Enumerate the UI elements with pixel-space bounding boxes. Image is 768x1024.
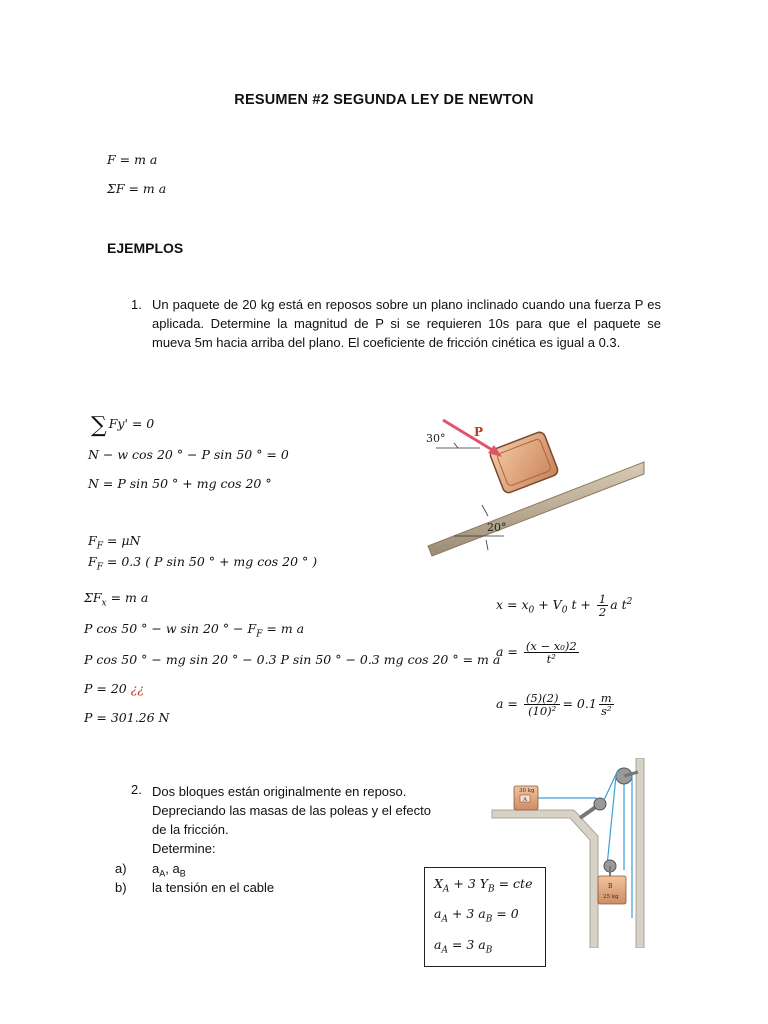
block-a bbox=[514, 786, 538, 810]
right-wall bbox=[636, 758, 644, 948]
inclined-plane-figure bbox=[418, 410, 650, 560]
problem-2-line-2: Depreciando las masas de las poleas y el efecto bbox=[152, 803, 431, 818]
eq-p-result: P = 301.26 N bbox=[84, 710, 170, 725]
crate bbox=[489, 431, 560, 495]
eq-normal-2: N = P sin 50 ° + mg cos 20 ° bbox=[88, 476, 272, 491]
eq-kinematics-a-value: a = $\frac{(5)(2)}{\text{(10)²}}$ = 0.1 $\frac{m}{\text{s²}}$ bbox=[496, 692, 612, 718]
block-a-mass-label: 30 kg bbox=[519, 788, 535, 794]
block-b-label: B bbox=[608, 883, 613, 890]
formula-sum-forces: ΣF = m a bbox=[107, 181, 167, 196]
section-heading: EJEMPLOS bbox=[107, 240, 184, 256]
problem-2-line-3: de la fricción. bbox=[152, 822, 229, 837]
problem-2-item-b-marker: b) bbox=[115, 880, 127, 895]
problem-2-line-4: Determine: bbox=[152, 841, 216, 856]
box-eq-2: $a_A + 3$ $a_B = 0$ bbox=[434, 906, 519, 925]
eq-p-3: P = 20 ¿¿ bbox=[84, 681, 145, 696]
angle-30-label: 30° bbox=[426, 432, 446, 445]
eq-kinematics-x: $x = x_0 + V_0$ t + $\frac{1}{2}$ a $t^2$ bbox=[496, 592, 633, 619]
problem-2-number: 2. bbox=[131, 782, 142, 797]
force-p-label: P bbox=[474, 425, 484, 439]
force-p-line bbox=[443, 420, 494, 451]
eq-normal-1: N − w cos 20 ° − P sin 50 ° = 0 bbox=[88, 447, 289, 462]
block-b-mass-label: 25 kg bbox=[603, 894, 619, 900]
page-title: RESUMEN #2 SEGUNDA LEY DE NEWTON bbox=[234, 92, 534, 108]
angle-20-label: 20° bbox=[487, 521, 507, 534]
box-eq-1: $X_A + 3$ $Y_B$ = cte bbox=[434, 876, 533, 895]
eq-friction-2: $F_F = 0.3$ ( P sin 50 ° + mg cos 20 ° ) bbox=[88, 554, 318, 573]
eq-sum-fy: ∑ Fy' = 0 bbox=[91, 413, 155, 438]
problem-2-item-a-marker: a) bbox=[115, 861, 127, 876]
block-a-label: A bbox=[523, 797, 527, 803]
problem-2-item-a: $a_A$, $a_B$ bbox=[152, 861, 186, 879]
box-eq-3: $a_A = 3$ $a_B$ bbox=[434, 937, 493, 956]
eq-friction-1: $F_F = \mu N$ bbox=[88, 533, 141, 552]
problem-2-line-1: Dos bloques están originalmente en reposo. bbox=[152, 784, 407, 799]
formula-newton: F = m a bbox=[107, 152, 158, 167]
problem-1-number: 1. bbox=[131, 297, 142, 312]
block-b bbox=[598, 876, 626, 904]
eq-p-2: P cos 50 ° − mg sin 20 ° − 0.3 P sin 50 ° − 0.3 mg cos 20 ° = m a bbox=[84, 652, 501, 667]
angle-arc-30 bbox=[454, 443, 458, 448]
problem-1-text: Un paquete de 20 kg está en reposos sobre un plano inclinado cuando una fuerza P es aplicada. Determine la magnitud de P si se requieren 10s para que el paquete se mueva 5m hacia arriba del plano. El coeficiente de fricción cinética es igual a 0.3. bbox=[152, 297, 661, 350]
eq-p-1: P cos 50 ° − w sin 20 ° − $F_F = m$ a bbox=[84, 621, 305, 640]
problem-2-item-b: la tensión en el cable bbox=[152, 880, 275, 895]
eq-sum-fx: $\Sigma F_x = m$ a bbox=[84, 590, 149, 609]
eq-kinematics-a: a = $\frac{\text{(x − x₀)2}}{\text{t²}}$ bbox=[496, 639, 577, 666]
pulley-system-figure bbox=[490, 758, 650, 948]
ledge-surface bbox=[492, 810, 598, 948]
cable-up-to-top bbox=[604, 770, 618, 800]
